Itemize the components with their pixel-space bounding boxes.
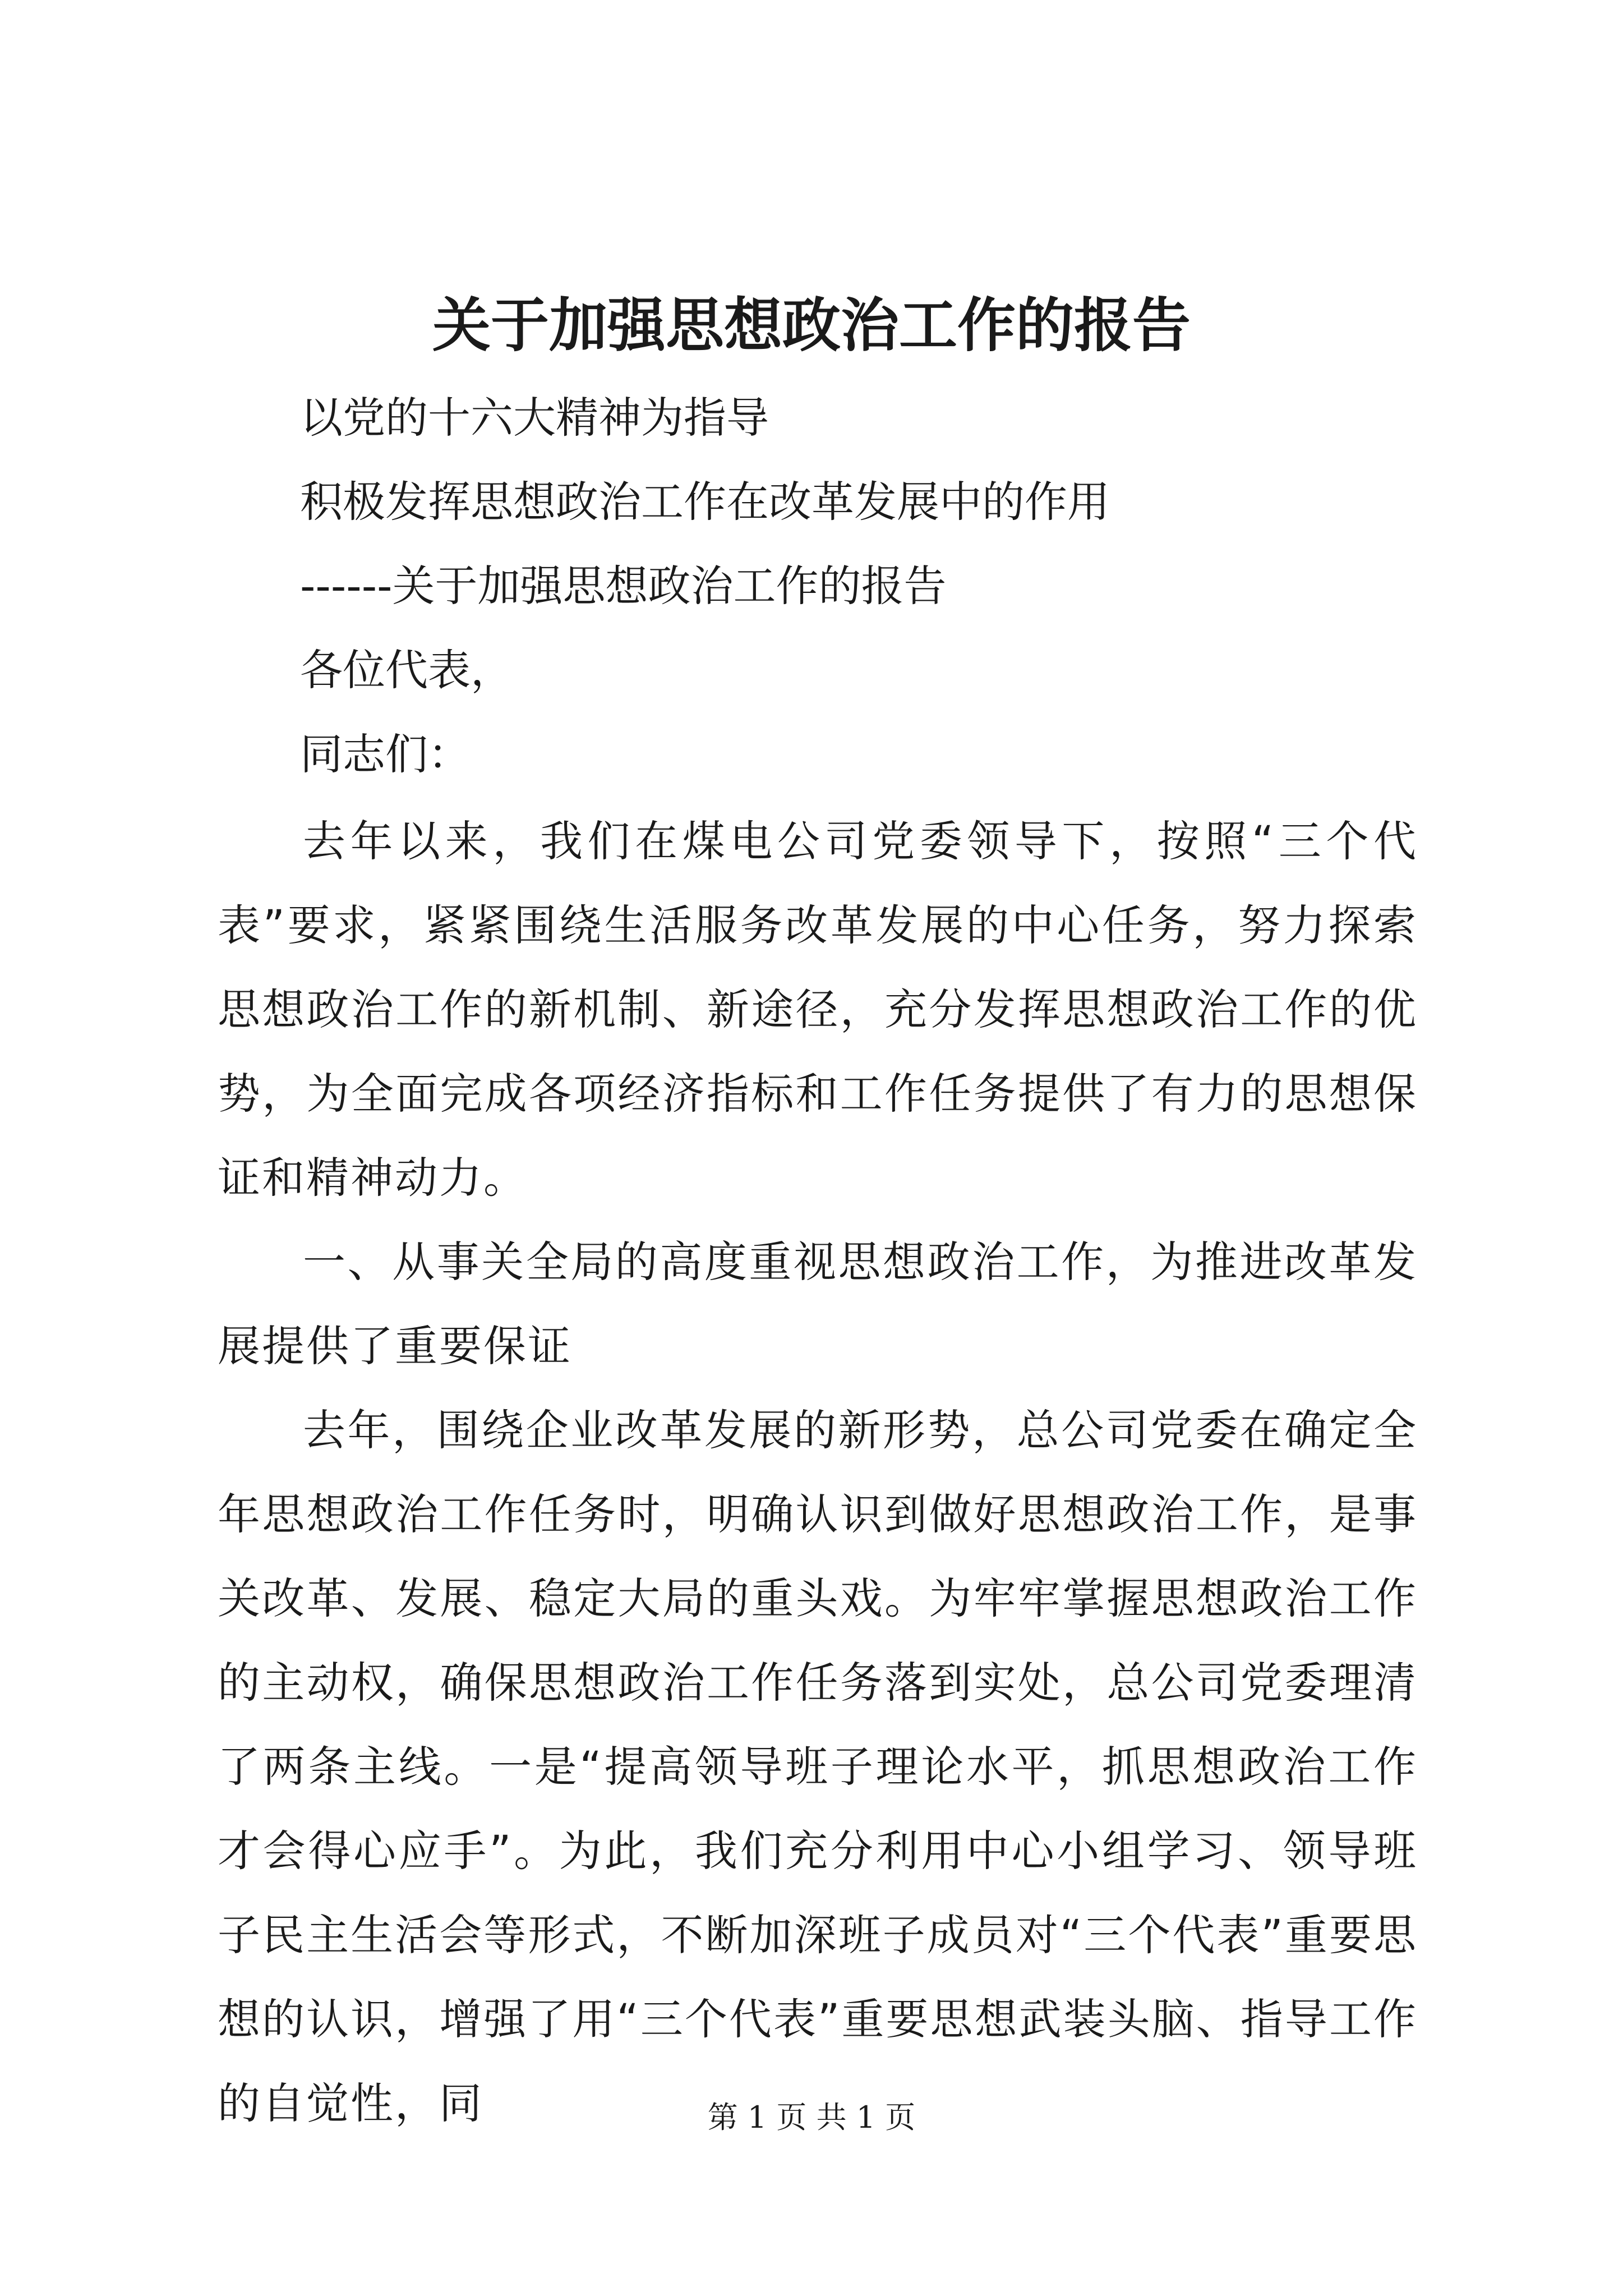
body-paragraph-2: 去年，围绕企业改革发展的新形势，总公司党委在确定全年思想政治工作任务时，明确认识到做好思想政治工作，是事关改革、发展、稳定大局的重头戏。为牢牢掌握思想政治工作的主动权，确保思想政治工作任务落到实处，总公司党委理清了两条主线。一是“提高领导班子理论水平，抓思想政治工作才会得心应手”。为此，我们充分利用中心小组学习、领导班子民主生活会等形式，不断加深班子成员对“三个代表”重要思想的认识，增强了用“三个代表”重要思想武装头脑、指导工作的自觉性，同: [218, 1405, 1418, 2128]
subtitle-line-1: 以党的十六大精神为指导: [300, 393, 769, 443]
body-paragraph-1: 去年以来，我们在煤电公司党委领导下，按照“三个代表”要求，紧紧围绕生活服务改革发展的中心任务，努力探索思想政治工作的新机制、新途径，充分发挥思想政治工作的优势，为全面完成各项经济指标和工作任务提供了有力的思想保证和精神动力。: [218, 816, 1418, 1203]
page-number-footer: 第 1 页 共 1 页: [707, 2100, 916, 2135]
salutation-line-2: 同志们：: [300, 729, 471, 779]
document-title: 关于加强思想政治工作的报告: [432, 291, 1191, 360]
section-heading-1: 一、从事关全局的高度重视思想政治工作，为推进改革发展提供了重要保证: [218, 1237, 1418, 1371]
subtitle-line-3: ------关于加强思想政治工作的报告: [300, 561, 947, 611]
subtitle-line-2: 积极发挥思想政治工作在改革发展中的作用: [300, 477, 1110, 527]
salutation-line-1: 各位代表，: [300, 645, 513, 695]
